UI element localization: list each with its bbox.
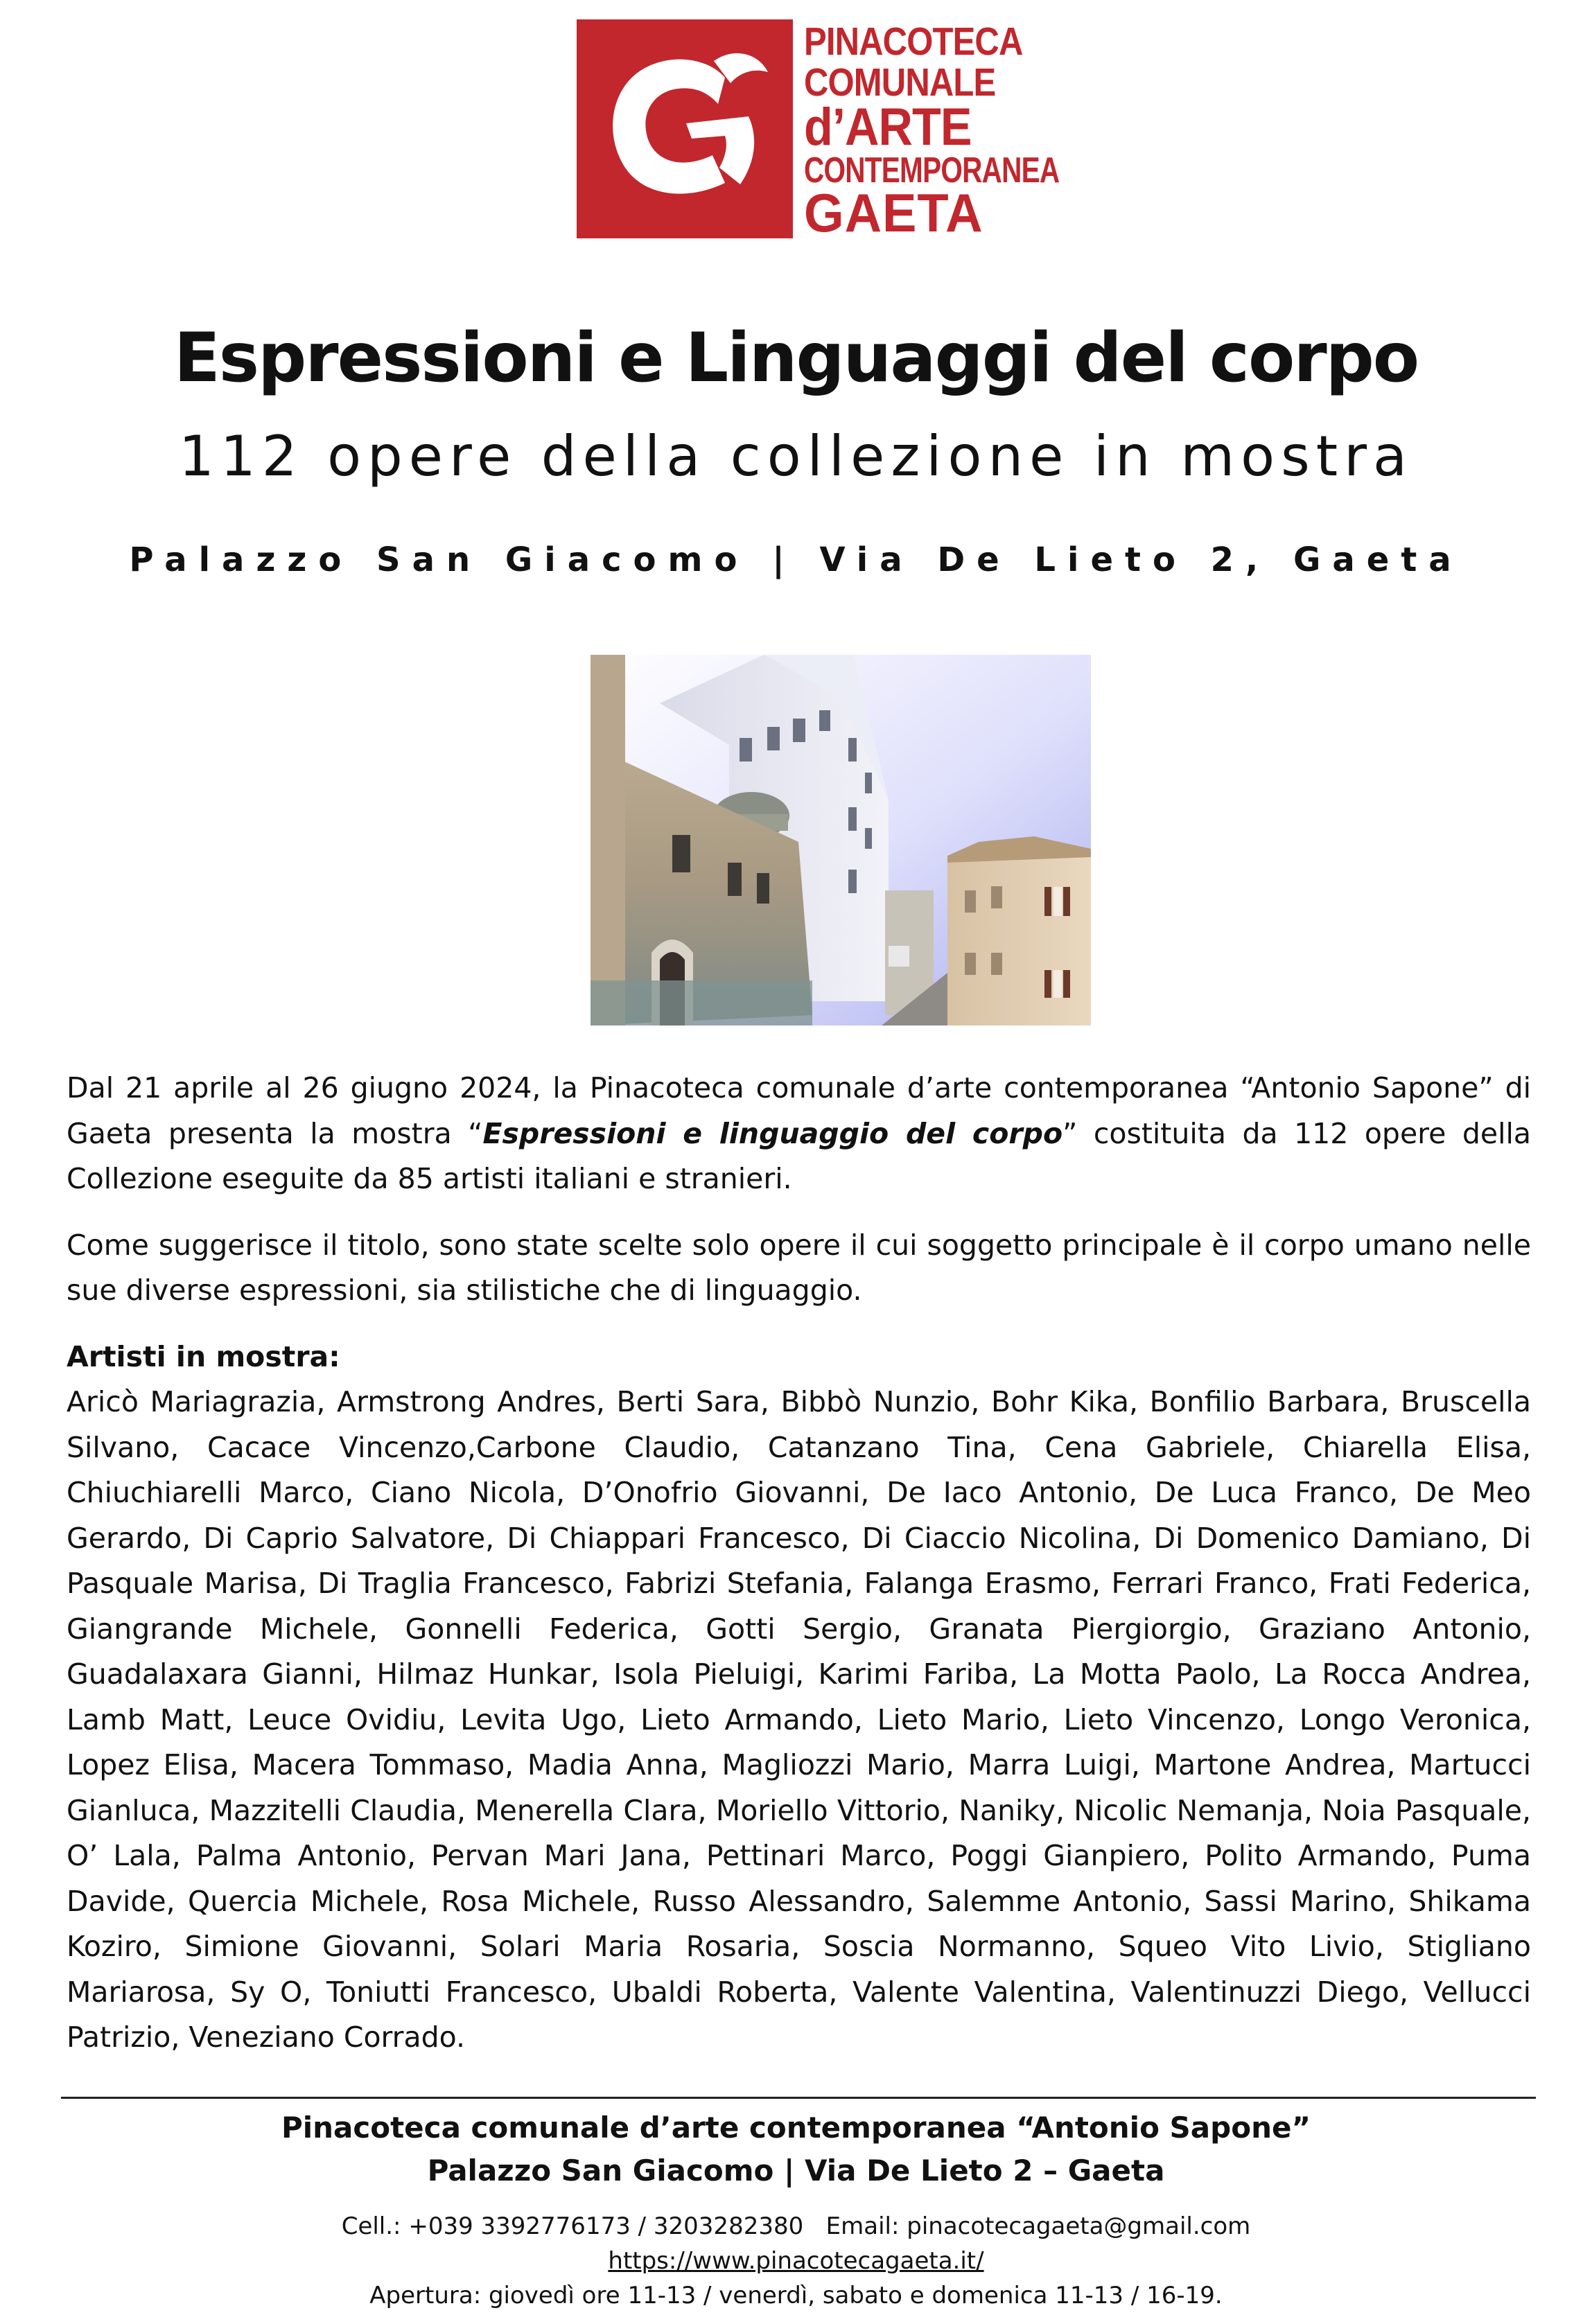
building-photo [591, 655, 1091, 1025]
logo-wordmark [804, 19, 1060, 243]
footer-institution: Pinacoteca comunale d’arte contemporanea “Antonio Sapone” [281, 2111, 1311, 2145]
intro-text-end: ” costituita da 112 opere della Collezione eseguite da 85 artisti italiani e stranieri. [67, 1116, 1531, 1195]
website-link[interactable]: https://www.pinacotecagaeta.it/ [608, 2247, 984, 2275]
description-paragraph: Come suggerisce il titolo, sono state scelte solo opere il cui soggetto principale è il corpo umano nelle sue diverse espressioni, sia stilistiche che di linguaggio. [67, 1228, 1531, 1307]
venue-address: Palazzo San Giacomo | Via De Lieto 2, Gaeta [129, 540, 1463, 579]
exhibition-name: Espressioni e linguaggio del corpo [482, 1116, 1063, 1150]
footer-address: Palazzo San Giacomo | Via De Lieto 2 – Gaeta [427, 2154, 1165, 2187]
opening-hours: Apertura: giovedì ore 11-13 / venerdì, sabato e domenica 11-13 / 16-19. [369, 2282, 1223, 2309]
palazzo-image [591, 655, 1091, 1025]
footer [0, 2106, 1592, 2313]
artists-list: Aricò Mariagrazia, Armstrong Andres, Berti Sara, Bibbò Nunzio, Bohr Kika, Bonfilio Barbara, Bruscella Silvano, Cacace Vincenzo,Carbone Claudio, Catanzano Tina, Cena Gabriele, Chiarella Elisa, Chiuchiarelli Marco, Ciano Nicola, D’Onofrio Giovanni, De Iaco Antonio, De Luca Franco, De Meo Gerardo, Di Caprio Salvatore, Di Chiappari Francesco, Di Ciaccio Nicolina, Di Domenico Damiano, Di Pasquale Marisa, Di Traglia Francesco, Fabrizi Stefania, Falanga Erasmo, Ferrari Franco, Frati Federica, Giangrande Michele, Gonnelli Federica, Gotti Sergio, Granata Piergiorgio, Graziano Antonio, Guadalaxara Gianni, Hilmaz Hunkar, Isola Pieluigi, Karimi Fariba, La Motta Paolo, La Rocca Andrea, Lamb Matt, Leuce Ovidiu, Levita Ugo, Lieto Armando, Lieto Mario, Lieto Vincenzo, Longo Veronica, Lopez Elisa, Macera Tommaso, Madia Anna, Magliozzi Mario, Marra Luigi, Martone Andrea, Martucci Gianluca, Mazzitelli Claudia, Menerella Clara, Moriello Vittorio, Naniky, Nicolic Nemanja, Noia Pasquale, O’ Lala, Palma Antonio, Pervan Mari Jana, Pettinari Marco, Poggi Gianpiero, Polito Armando, Puma Davide, Quercia Michele, Rosa Michele, Russo Alessandro, Salemme Antonio, Sassi Marino, Shikama Koziro, Simione Giovanni, Solari Maria Rosaria, Soscia Normanno, Squeo Vito Livio, Stigliano Mariarosa, Sy O, Toniutti Francesco, Ubaldi Roberta, Valente Valentina, Valentinuzzi Diego, Vellucci Patrizio, Veneziano Corrado. [67, 1385, 1531, 2054]
intro-text-start: Dal 21 aprile al 26 giugno 2024, la Pinacoteca comunale d’arte contemporanea “Antonio Sapone” di Gaeta presenta la mostra “ [67, 1071, 1531, 1150]
logo-line-5: GAETA [804, 182, 983, 243]
artists-heading: Artisti in mostra: [67, 1339, 340, 1373]
page-subtitle: 112 opere della collezione in mostra [178, 424, 1414, 488]
footer-divider [61, 2097, 1536, 2099]
page-title: Espressioni e Linguaggi del corpo [173, 319, 1419, 398]
logo-line-1: PINACOTECA [804, 19, 1023, 64]
footer-spacer [0, 2192, 1592, 2209]
intro-paragraph [67, 1066, 1531, 1202]
logo-line-4: CONTEMPORANEA [804, 150, 1060, 191]
logo-line-3: d’ARTE [804, 98, 972, 157]
logo-line-2: COMUNALE [804, 60, 996, 105]
footer-contacts: Cell.: +039 3392776173 / 3203282380 Email: pinacotecagaeta@gmail.com [341, 2212, 1251, 2240]
museum-logo [577, 19, 1060, 243]
logo-g-mark-icon [577, 19, 793, 238]
document-body [67, 1066, 1531, 2061]
